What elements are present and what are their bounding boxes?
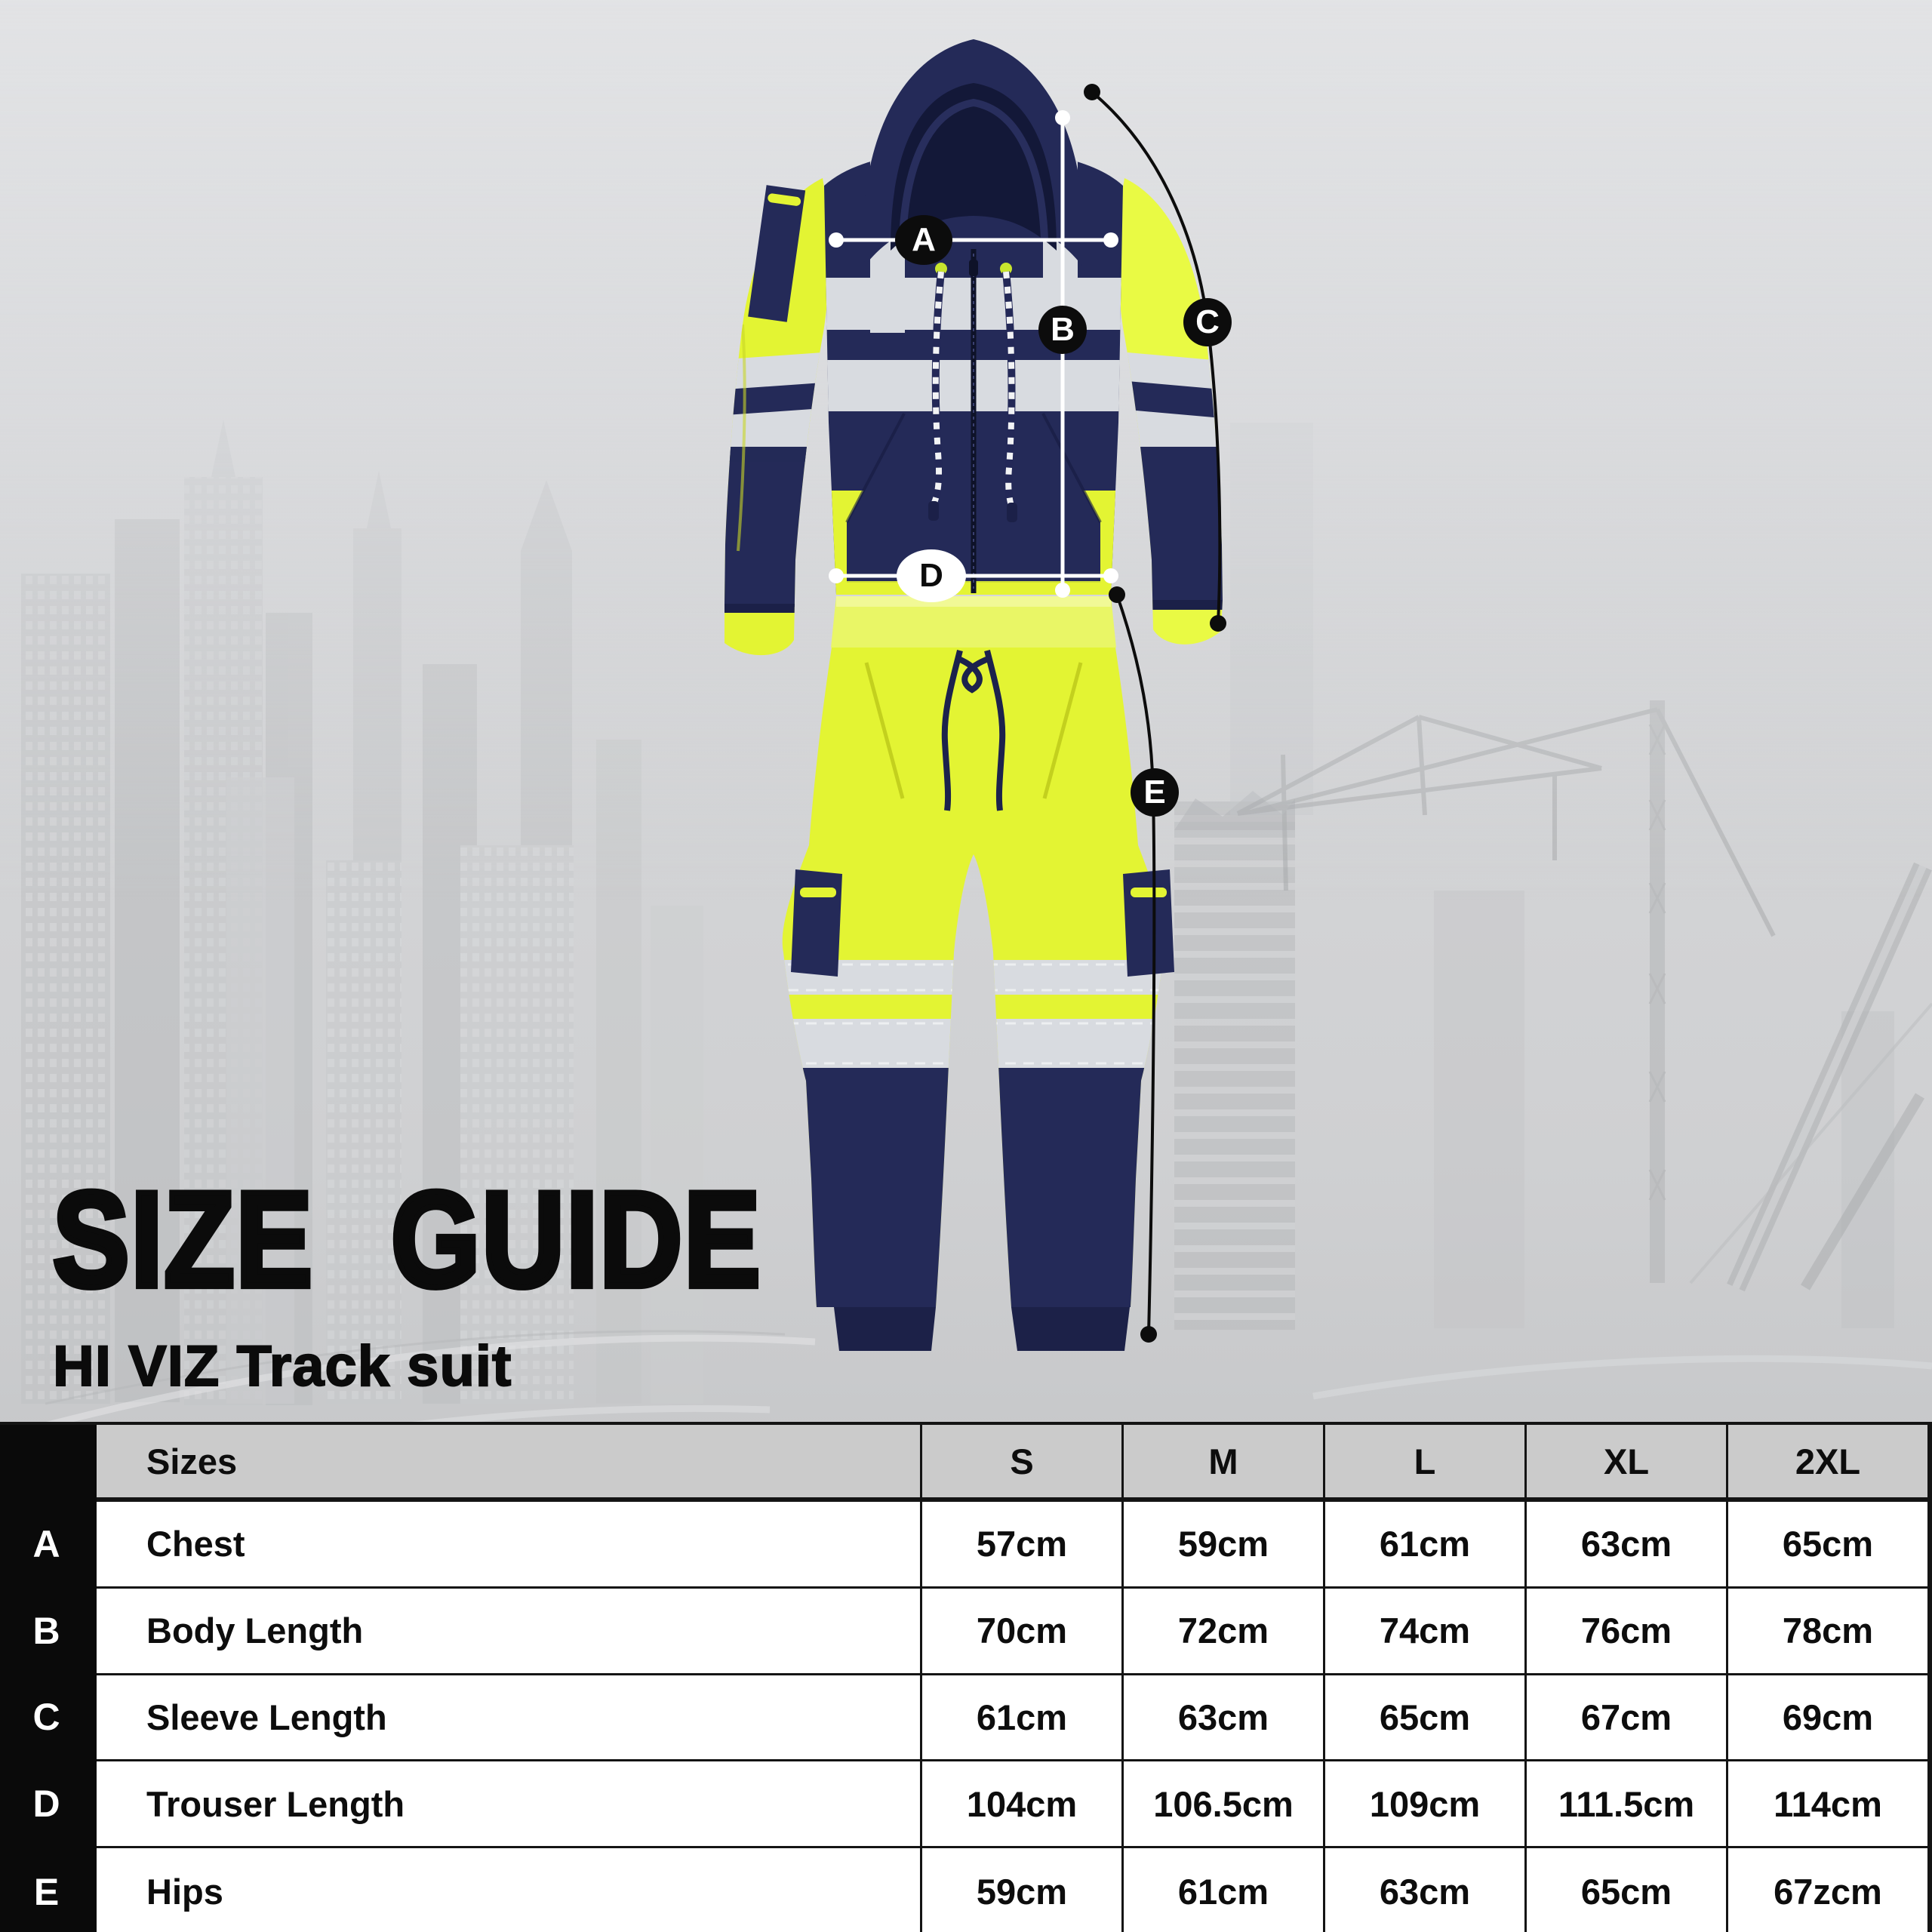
table-header-size-M: M xyxy=(1124,1425,1325,1502)
cell-A-L: 61cm xyxy=(1325,1502,1527,1589)
cell-A-2XL: 65cm xyxy=(1728,1502,1930,1589)
cell-D-XL: 111.5cm xyxy=(1527,1761,1728,1848)
table-header-size-L: L xyxy=(1325,1425,1527,1502)
row-label-B: Body Length xyxy=(97,1589,922,1675)
cell-A-M: 59cm xyxy=(1124,1502,1325,1589)
marker-A xyxy=(895,215,952,265)
cell-E-M: 61cm xyxy=(1124,1848,1325,1932)
cell-D-2XL: 114cm xyxy=(1728,1761,1930,1848)
size-table xyxy=(0,1422,1932,1932)
cell-A-XL: 63cm xyxy=(1527,1502,1728,1589)
table-corner-black xyxy=(0,1425,97,1502)
row-letter-D: D xyxy=(0,1761,97,1848)
row-label-D: Trouser Length xyxy=(97,1761,922,1848)
cell-E-S: 59cm xyxy=(922,1848,1124,1932)
row-letter-A: A xyxy=(0,1502,97,1589)
table-header-size-XL: XL xyxy=(1527,1425,1728,1502)
cell-C-2XL: 69cm xyxy=(1728,1675,1930,1762)
row-label-C: Sleeve Length xyxy=(97,1675,922,1762)
page-subtitle: HI VIZ Track suit xyxy=(53,1334,512,1398)
cell-C-XL: 67cm xyxy=(1527,1675,1728,1762)
cell-B-L: 74cm xyxy=(1325,1589,1527,1675)
marker-C-label: C xyxy=(1195,303,1220,340)
table-header-size-S: S xyxy=(922,1425,1124,1502)
marker-E xyxy=(1131,768,1179,817)
row-label-A: Chest xyxy=(97,1502,922,1589)
table-header-sizes: Sizes xyxy=(97,1425,922,1502)
marker-D-label: D xyxy=(919,557,943,594)
marker-C xyxy=(1183,298,1232,346)
left-leg-cuff xyxy=(834,1307,936,1351)
trousers xyxy=(770,596,1177,1351)
cell-D-M: 106.5cm xyxy=(1124,1761,1325,1848)
title-block xyxy=(53,1162,761,1399)
cell-B-2XL: 78cm xyxy=(1728,1589,1930,1675)
row-letter-B: B xyxy=(0,1589,97,1675)
table-header-size-2XL: 2XL xyxy=(1728,1425,1930,1502)
cell-E-XL: 65cm xyxy=(1527,1848,1728,1932)
marker-A-label: A xyxy=(912,221,936,258)
page-title: SIZE GUIDE xyxy=(53,1164,762,1315)
cell-D-L: 109cm xyxy=(1325,1761,1527,1848)
row-letter-C: C xyxy=(0,1675,97,1762)
cell-A-S: 57cm xyxy=(922,1502,1124,1589)
cell-D-S: 104cm xyxy=(922,1761,1124,1848)
row-letter-E: E xyxy=(0,1848,97,1932)
marker-B xyxy=(1038,306,1087,354)
row-label-E: Hips xyxy=(97,1848,922,1932)
cell-B-M: 72cm xyxy=(1124,1589,1325,1675)
cell-E-L: 63cm xyxy=(1325,1848,1527,1932)
cell-C-S: 61cm xyxy=(922,1675,1124,1762)
cell-B-XL: 76cm xyxy=(1527,1589,1728,1675)
crawler-crane-booms xyxy=(1690,866,1932,1287)
cell-C-M: 63cm xyxy=(1124,1675,1325,1762)
cell-B-S: 70cm xyxy=(922,1589,1124,1675)
cell-E-2XL: 67zcm xyxy=(1728,1848,1930,1932)
cell-C-L: 65cm xyxy=(1325,1675,1527,1762)
marker-D xyxy=(897,549,966,602)
right-leg-cuff xyxy=(1011,1307,1130,1351)
marker-B-label: B xyxy=(1051,311,1075,348)
marker-E-label: E xyxy=(1143,774,1166,811)
